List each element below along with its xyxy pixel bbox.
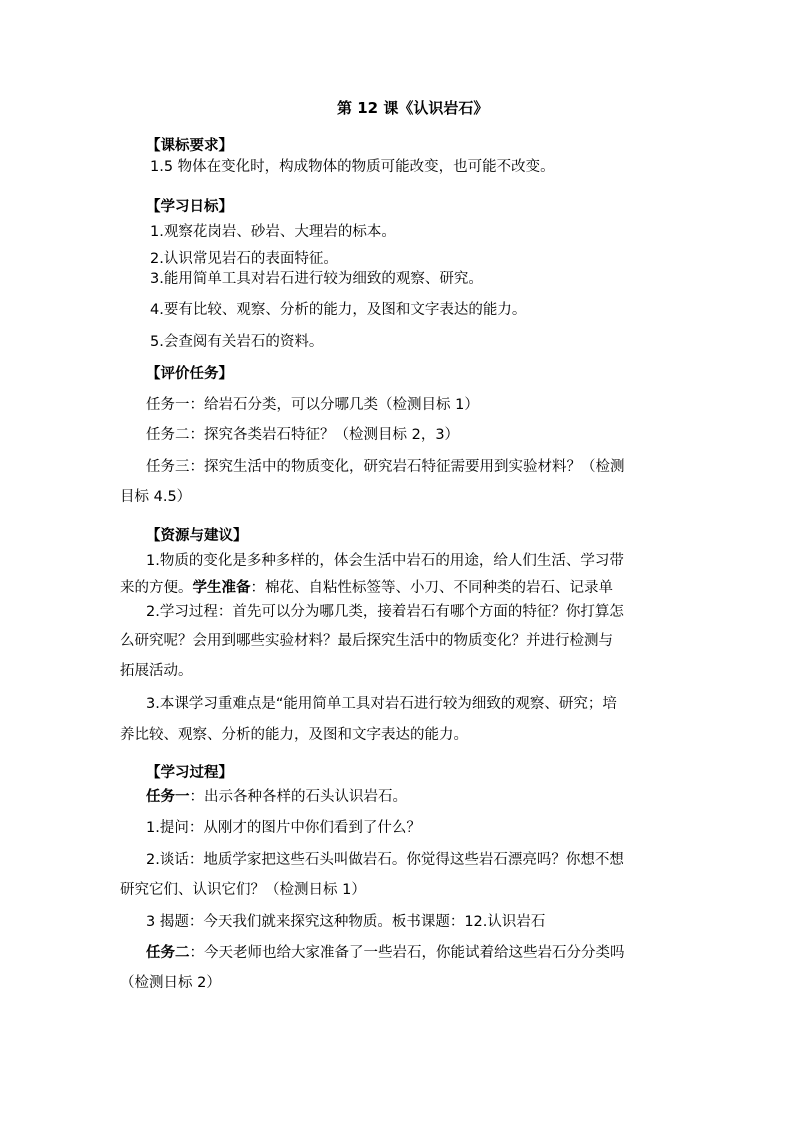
task-2-text: ：今天老师也给大家准备了一些岩石，你能试着给这些岩石分分类吗: [189, 945, 625, 961]
eval-heading: 【评价任务】: [146, 366, 233, 382]
process-step: 1.提问：从刚才的图片中你们看到了什么？: [146, 820, 421, 836]
process-step: 3 揭题：今天我们就来探究这种物质。板书课题：12.认识岩石: [146, 914, 546, 930]
eval-task: 任务一：给岩石分类，可以分哪几类（检测目标 1）: [146, 397, 479, 413]
resource-item-2-line-1: 2.学习过程：首先可以分为哪几类，接着岩石有哪个方面的特征？你打算怎: [146, 604, 624, 620]
process-step-continuation: 研究它们、认识它们？（检测日标 1）: [120, 882, 366, 898]
eval-task-continuation: 目标 4.5）: [120, 489, 192, 505]
eval-task: 任务三：探究生活中的物质变化，研究岩石特征需要用到实验材料？（检测: [146, 459, 625, 475]
resource-item-3-line-2: 养比较、观察、分析的能力，及图和文字表达的能力。: [120, 727, 468, 743]
eval-task: 任务二：探究各类岩石特征？（检测目标 2，3）: [146, 427, 460, 443]
task-2: [146, 943, 625, 963]
standard-text: 1.5 物体在变化时，构成物体的物质可能改变，也可能不改变。: [150, 159, 555, 175]
student-prep-text: ：棉花、自粘性标签等、小刀、不同种类的岩石、记录单: [250, 580, 613, 596]
process-heading: 【学习过程】: [146, 765, 233, 781]
task-1: [146, 787, 407, 807]
goals-heading: 【学习日标】: [146, 199, 233, 215]
resource-text: 来的方便。: [120, 580, 193, 596]
task-2-label: 任务二: [146, 945, 190, 961]
resource-item-2-line-3: 拓展活动。: [120, 663, 193, 679]
resource-item-1-line-2: [120, 578, 613, 598]
student-prep-label: 学生准备: [192, 580, 251, 596]
goal-item: 1.观察花岗岩、砂岩、大理岩的标本。: [150, 224, 396, 240]
process-step: 2.谈话：地质学家把这些石头叫做岩石。你觉得这些岩石漂亮吗？你想不想: [146, 852, 624, 868]
goal-item: 4.要有比较、观察、分析的能力，及图和文字表达的能力。: [150, 302, 527, 318]
resource-item-1-line-1: 1.物质的变化是多种多样的，体会生活中岩石的用途，给人们生活、学习带: [146, 553, 624, 569]
task-2-continuation: （检测日标 2）: [120, 975, 221, 991]
resources-heading: 【资源与建议】: [146, 528, 248, 544]
resource-item-3-line-1: 3.本课学习重难点是“能用简单工具对岩石进行较为细致的观察、研究；培: [146, 696, 617, 712]
task-1-label: 任务一: [146, 789, 190, 805]
page-title: 第 12 课《认识岩石》: [337, 99, 489, 117]
resource-item-2-line-2: 么研究呢？会用到哪些实验材料？最后探究生活中的物质变化？并进行检测与: [120, 633, 613, 649]
goal-item: 2.认识常见岩石的表面特征。: [150, 251, 338, 267]
goal-item: 5.会查阅有关岩石的资料。: [150, 334, 324, 350]
task-1-text: ：出示各种各样的石头认识岩石。: [189, 789, 407, 805]
standard-heading: 【课标要求】: [146, 138, 233, 154]
goal-item: 3.能用简单工具对岩石进行较为细致的观察、研究。: [150, 271, 483, 287]
